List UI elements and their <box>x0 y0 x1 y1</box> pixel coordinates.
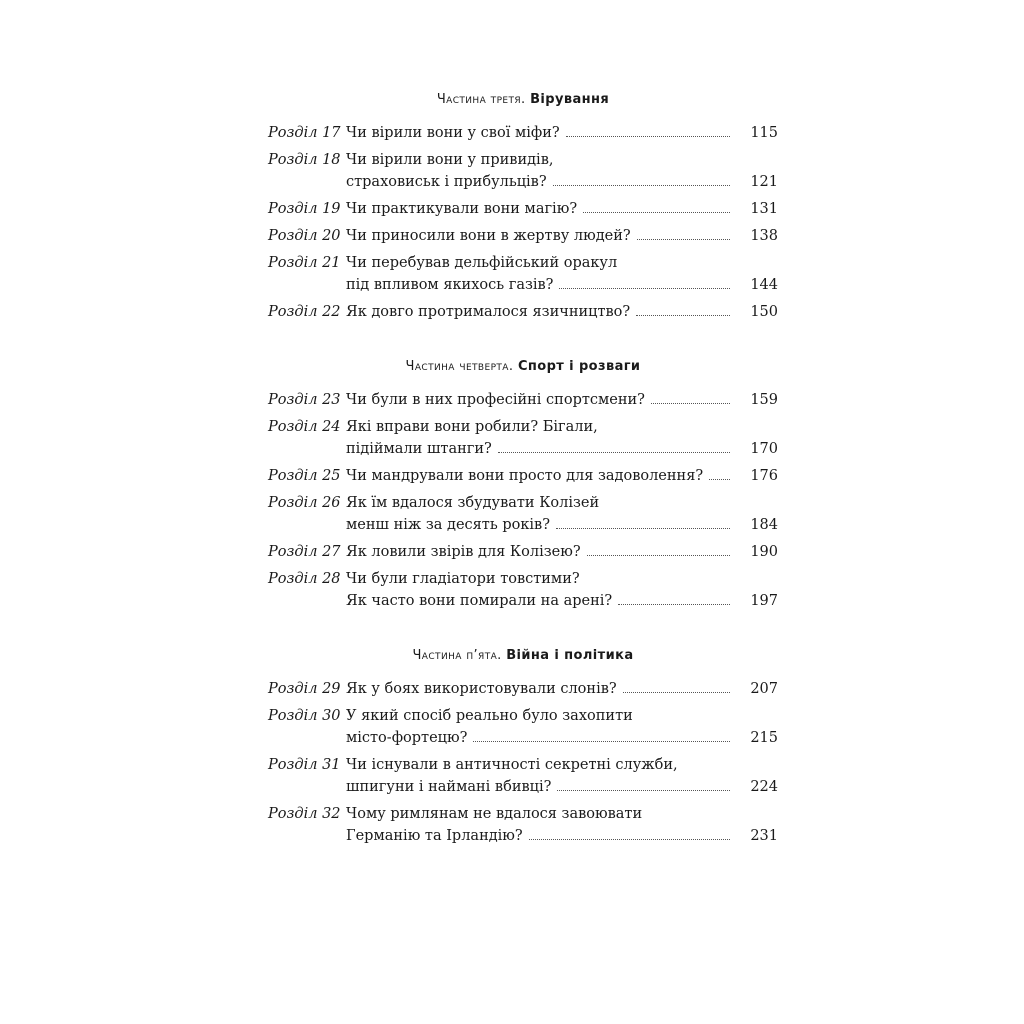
chapter-title-text: Чи вірили вони у свої міфи? <box>346 125 560 141</box>
chapter-title <box>346 149 778 193</box>
part-name: Спорт і розваги <box>517 359 641 374</box>
dot-leader <box>583 212 730 213</box>
toc-entry[interactable] <box>268 705 778 749</box>
chapter-title-line <box>346 825 778 847</box>
chapter-title-line <box>346 389 778 411</box>
chapter-title <box>346 416 778 460</box>
part-name: Вірування <box>530 92 610 107</box>
toc-part <box>268 90 778 323</box>
chapter-title-line <box>346 301 778 323</box>
chapter-title <box>346 568 778 612</box>
page-number: 170 <box>750 441 778 457</box>
chapter-title-line <box>346 776 778 798</box>
dot-leader <box>557 790 730 791</box>
page-number: 131 <box>750 201 778 217</box>
chapter-title-line <box>346 225 778 247</box>
toc-entry[interactable] <box>268 541 778 563</box>
toc-entry[interactable] <box>268 492 778 536</box>
chapter-number: Розділ 29 <box>268 681 341 697</box>
toc-entry[interactable] <box>268 416 778 460</box>
chapter-title-text: Чи були гладіатори товстими? <box>346 571 580 587</box>
chapter-title-line <box>346 678 778 700</box>
chapter-title-text: Як довго протрималося язичництво? <box>346 304 631 320</box>
chapter-title-text: Чи перебував дельфійський оракул <box>346 255 618 271</box>
chapter-title-text: Як їм вдалося збудувати Колізей <box>346 495 600 511</box>
page-number: 184 <box>750 517 778 533</box>
chapter-number: Розділ 19 <box>268 201 341 217</box>
chapter-title-text: Як у боях використовували слонів? <box>346 681 617 697</box>
toc-entry[interactable] <box>268 198 778 220</box>
toc-entry[interactable] <box>268 568 778 612</box>
toc-entry[interactable] <box>268 252 778 296</box>
part-label: Частина п’ята. <box>412 648 502 663</box>
chapter-title-line <box>346 541 778 563</box>
chapter-number: Розділ 32 <box>268 806 341 822</box>
chapter-title <box>346 465 778 487</box>
chapter-title-text: У який спосіб реально було захопити <box>346 708 633 724</box>
chapter-title-line <box>346 514 778 536</box>
chapter-title <box>346 252 778 296</box>
chapter-number: Розділ 27 <box>268 544 341 560</box>
page-number: 224 <box>750 779 778 795</box>
part-label: Частина третя. <box>436 92 526 107</box>
chapter-title-line <box>346 803 778 825</box>
chapter-title-line <box>346 252 778 274</box>
toc-part <box>268 357 778 612</box>
chapter-title <box>346 225 778 247</box>
part-title <box>268 90 778 110</box>
table-of-contents <box>268 90 778 881</box>
chapter-title-line <box>346 416 778 438</box>
dot-leader <box>651 403 730 404</box>
chapter-title-line <box>346 274 778 296</box>
chapter-title-line <box>346 727 778 749</box>
chapter-title-text: Чи мандрували вони просто для задоволення? <box>346 468 704 484</box>
chapter-number: Розділ 22 <box>268 304 341 320</box>
toc-entry[interactable] <box>268 678 778 700</box>
page-number: 231 <box>750 828 778 844</box>
chapter-title-text: Як часто вони помирали на арені? <box>346 593 613 609</box>
toc-entry[interactable] <box>268 301 778 323</box>
chapter-title-text: страховиськ і прибульців? <box>346 174 547 190</box>
chapter-title-line <box>346 171 778 193</box>
chapter-title-line <box>346 465 778 487</box>
chapter-title-line <box>346 149 778 171</box>
chapter-number: Розділ 28 <box>268 571 341 587</box>
part-title <box>268 646 778 666</box>
dot-leader <box>498 452 730 453</box>
dot-leader <box>618 604 730 605</box>
toc-entry[interactable] <box>268 803 778 847</box>
chapter-title-line <box>346 492 778 514</box>
chapter-title-line <box>346 198 778 220</box>
toc-entry[interactable] <box>268 149 778 193</box>
page-number: 190 <box>750 544 778 560</box>
chapter-title <box>346 198 778 220</box>
chapter-title-text: Чи вірили вони у привидів, <box>346 152 554 168</box>
chapter-title-text: місто-фортецю? <box>346 730 468 746</box>
chapter-title <box>346 705 778 749</box>
chapter-title <box>346 389 778 411</box>
chapter-title-text: Чи практикували вони магію? <box>346 201 578 217</box>
chapter-title-text: шпигуни і наймані вбивці? <box>346 779 552 795</box>
chapter-title <box>346 492 778 536</box>
chapter-title <box>346 678 778 700</box>
chapter-number: Розділ 20 <box>268 228 341 244</box>
dot-leader <box>529 839 730 840</box>
chapter-number: Розділ 21 <box>268 255 341 271</box>
chapter-title-line <box>346 122 778 144</box>
chapter-number: Розділ 31 <box>268 757 341 773</box>
chapter-title-text: Чому римлянам не вдалося завоювати <box>346 806 643 822</box>
chapter-title-line <box>346 590 778 612</box>
part-label: Частина четверта. <box>405 359 514 374</box>
dot-leader <box>473 741 730 742</box>
chapter-title-text: менш ніж за десять років? <box>346 517 550 533</box>
toc-entry[interactable] <box>268 465 778 487</box>
toc-entry[interactable] <box>268 225 778 247</box>
page-number: 121 <box>750 174 778 190</box>
chapter-title-text: Чи приносили вони в жертву людей? <box>346 228 631 244</box>
dot-leader <box>623 692 730 693</box>
page-number: 207 <box>750 681 778 697</box>
toc-entry[interactable] <box>268 754 778 798</box>
chapter-title-text: Германію та Ірландію? <box>346 828 523 844</box>
dot-leader <box>559 288 730 289</box>
chapter-number: Розділ 17 <box>268 125 341 141</box>
chapter-title <box>346 122 778 144</box>
chapter-title-text: Чи існували в античності секретні служби, <box>346 757 678 773</box>
chapter-title <box>346 803 778 847</box>
page-number: 150 <box>750 304 778 320</box>
page-number: 197 <box>750 593 778 609</box>
dot-leader <box>556 528 730 529</box>
toc-entry[interactable] <box>268 389 778 411</box>
chapter-title-text: під впливом якихось газів? <box>346 277 554 293</box>
dot-leader <box>636 315 730 316</box>
chapter-title-line <box>346 705 778 727</box>
dot-leader <box>709 479 730 480</box>
part-name: Війна і політика <box>506 648 634 663</box>
toc-part <box>268 646 778 847</box>
page-number: 176 <box>750 468 778 484</box>
chapter-number: Розділ 24 <box>268 419 341 435</box>
chapter-title-text: Які вправи вони робили? Бігали, <box>346 419 598 435</box>
page-number: 215 <box>750 730 778 746</box>
toc-entry[interactable] <box>268 122 778 144</box>
chapter-title-line <box>346 568 778 590</box>
chapter-title <box>346 301 778 323</box>
chapter-title-text: Як ловили звірів для Колізею? <box>346 544 581 560</box>
page-number: 144 <box>750 277 778 293</box>
chapter-title <box>346 754 778 798</box>
dot-leader <box>637 239 730 240</box>
chapter-number: Розділ 30 <box>268 708 341 724</box>
chapter-title-line <box>346 754 778 776</box>
page-number: 138 <box>750 228 778 244</box>
chapter-title-text: Чи були в них професійні спортсмени? <box>346 392 645 408</box>
chapter-title <box>346 541 778 563</box>
chapter-number: Розділ 18 <box>268 152 341 168</box>
dot-leader <box>566 136 730 137</box>
part-title <box>268 357 778 377</box>
page-number: 159 <box>750 392 778 408</box>
dot-leader <box>553 185 730 186</box>
chapter-number: Розділ 23 <box>268 392 341 408</box>
chapter-number: Розділ 25 <box>268 468 341 484</box>
chapter-title-text: підіймали штанги? <box>346 441 492 457</box>
chapter-title-line <box>346 438 778 460</box>
dot-leader <box>587 555 730 556</box>
chapter-number: Розділ 26 <box>268 495 341 511</box>
page-number: 115 <box>750 125 778 141</box>
